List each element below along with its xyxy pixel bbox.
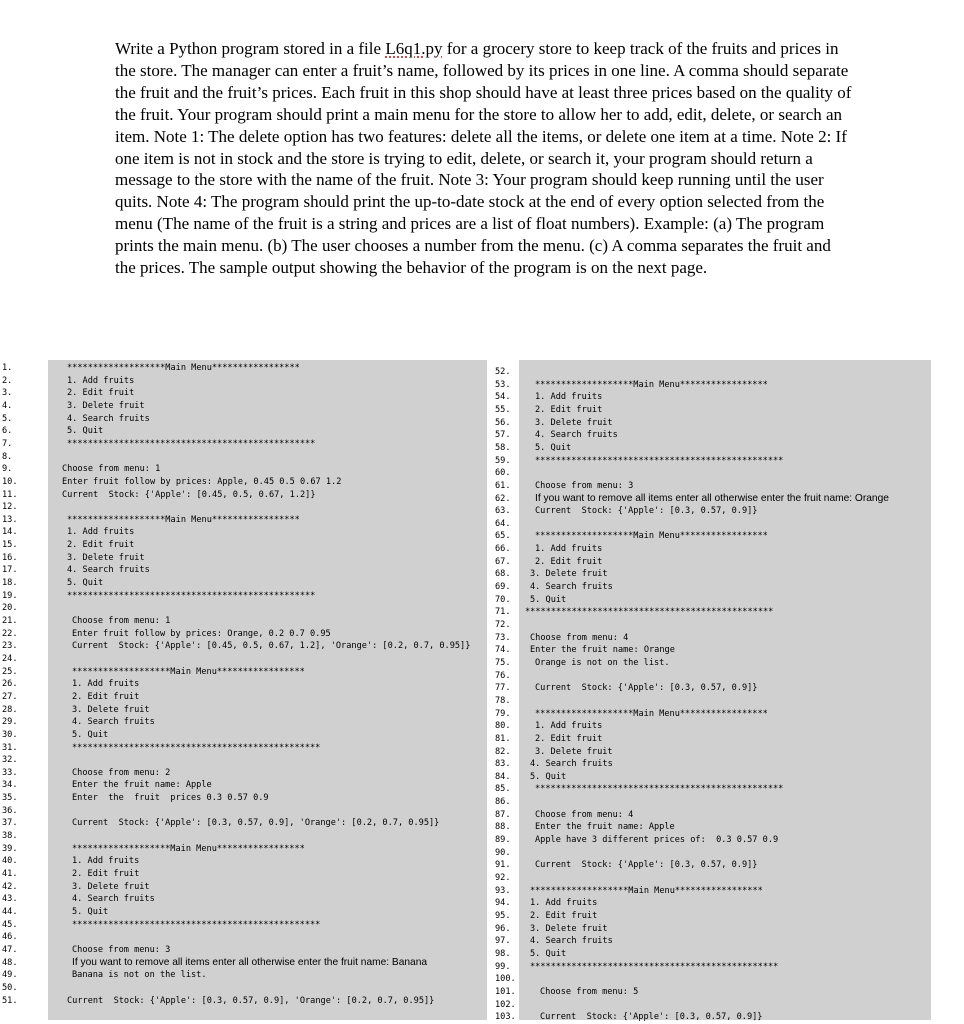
code-line: 1. Add fruits: [535, 721, 603, 732]
code-line: ************************************************: [72, 742, 321, 753]
line-number: 36.: [2, 805, 18, 816]
line-number: 75.: [495, 657, 511, 668]
code-line: ************************************************: [72, 919, 321, 930]
code-line: 2. Edit fruit: [535, 733, 603, 744]
code-line: Current Stock: {'Apple': [0.45, 0.5, 0.67, 1.2]}: [62, 489, 316, 500]
code-line: 3. Delete fruit: [530, 569, 608, 580]
code-line: Enter the fruit name: Apple: [72, 780, 212, 791]
line-number: 90.: [495, 847, 511, 858]
line-number: 68.: [495, 569, 511, 580]
code-line: 4. Search fruits: [530, 936, 613, 947]
line-number: 15.: [2, 540, 18, 551]
code-line: 1. Add fruits: [72, 856, 140, 867]
line-number: 77.: [495, 683, 511, 694]
line-number: 12.: [2, 502, 18, 513]
code-line: 1. Add fruits: [535, 392, 603, 403]
line-number: 2.: [2, 375, 13, 386]
code-line: 3. Delete fruit: [72, 881, 150, 892]
code-line: *******************Main Menu*****************: [535, 708, 768, 719]
code-line: *******************Main Menu*****************: [530, 885, 763, 896]
line-number: 24.: [2, 653, 18, 664]
code-line: 2. Edit fruit: [535, 404, 603, 415]
code-line: 5. Quit: [530, 771, 567, 782]
line-number: 11.: [2, 489, 18, 500]
code-line: 2. Edit fruit: [72, 691, 140, 702]
code-line: 1. Add fruits: [67, 375, 135, 386]
code-line: 2. Edit fruit: [530, 910, 598, 921]
line-number: 72.: [495, 620, 511, 630]
line-number: 7.: [2, 438, 13, 449]
line-number: 86.: [495, 797, 511, 808]
code-line: 3. Delete fruit: [67, 400, 145, 411]
line-number: 71.: [495, 607, 511, 618]
line-number: 18.: [2, 578, 18, 589]
code-line: Current Stock: {'Apple': [0.3, 0.57, 0.9]}: [535, 683, 758, 694]
line-number: 30.: [2, 729, 18, 740]
code-line: 5. Quit: [72, 906, 109, 917]
prompt-text-end: for a grocery store to keep track of the fruits and prices in the store. The manager can enter a fruit’s name, followed by its prices in one line. A comma should separate the fruit and the fruit’s prices. Each fruit in this shop should have at least three prices based on the quality of the fruit. Your program should print a main menu for the store to allow her to add, edit, delete, or search an item. Note 1: The delete option has two features: delete all the items, or delete one item at a time. Note 2: If one item is not in stock and the store is trying to edit, delete, or search it, your program should return a message to the store with the name of the fruit. Note 3: Your program should keep running until the user quits. Note 4: The program should print the up-to-date stock at the end of every option selected from the menu (The name of the fruit is a string and prices are a list of float numbers). Example: (a) The program prints the main menu. (b) The user chooses a number from the menu. (c) A comma separates the fruit and the prices. The sample output showing the behavior of the program is on the next page.: [115, 39, 852, 278]
code-line: Current Stock: {'Apple': [0.3, 0.57, 0.9], 'Orange': [0.2, 0.7, 0.95]}: [72, 818, 440, 829]
code-line: 5. Quit: [530, 948, 567, 959]
line-number: 1.: [2, 363, 13, 373]
code-line: 2. Edit fruit: [67, 388, 135, 399]
code-line: Current Stock: {'Apple': [0.3, 0.57, 0.9]}: [535, 860, 758, 871]
line-number: 25.: [2, 666, 18, 677]
line-number: 55.: [495, 404, 511, 415]
line-number: 65.: [495, 531, 511, 542]
code-line: *******************Main Menu*****************: [72, 843, 305, 854]
line-number: 20.: [2, 603, 18, 614]
line-number: 102.: [495, 999, 516, 1010]
line-number: 19.: [2, 590, 18, 601]
line-number: 66.: [495, 544, 511, 555]
line-number: 100.: [495, 974, 516, 985]
line-number: 58.: [495, 442, 511, 453]
code-line: 1. Add fruits: [530, 898, 598, 909]
code-line: If you want to remove all items enter all otherwise enter the fruit name: Orange: [535, 492, 889, 504]
line-number: 47.: [2, 944, 18, 955]
line-number: 22.: [2, 628, 18, 639]
line-number: 38.: [2, 831, 18, 842]
line-number: 81.: [495, 733, 511, 744]
line-number: 87.: [495, 809, 511, 820]
line-number: 64.: [495, 518, 511, 529]
line-number: 91.: [495, 860, 511, 871]
code-line: 5. Quit: [530, 594, 567, 605]
line-number: 62.: [495, 493, 511, 504]
code-line: Choose from menu: 3: [535, 480, 634, 491]
code-line: Banana is not on the list.: [72, 970, 207, 981]
code-line: 3. Delete fruit: [535, 746, 613, 757]
prompt-text-start: Write a Python program stored in a file: [115, 39, 386, 58]
line-number: 88.: [495, 822, 511, 833]
code-line: ************************************************: [525, 607, 774, 618]
code-line: Current Stock: {'Apple': [0.3, 0.57, 0.9]}: [535, 506, 758, 517]
code-line: Choose from menu: 4: [530, 632, 629, 643]
code-line: If you want to remove all items enter all otherwise enter the fruit name: Banana: [72, 956, 428, 968]
code-line: Enter the fruit name: Apple: [535, 822, 675, 833]
code-line: *******************Main Menu*****************: [535, 531, 768, 542]
line-number: 103.: [495, 1012, 516, 1023]
code-line: 1. Add fruits: [72, 679, 140, 690]
line-number: 74.: [495, 645, 511, 656]
code-line: ************************************************: [535, 784, 784, 795]
line-number: 27.: [2, 691, 18, 702]
line-number: 82.: [495, 746, 511, 757]
line-number: 37.: [2, 818, 18, 829]
code-line: 4. Search fruits: [72, 717, 155, 728]
line-number: 31.: [2, 742, 18, 753]
line-number: 76.: [495, 670, 511, 681]
line-number: 97.: [495, 936, 511, 947]
code-line: Enter the fruit prices 0.3 0.57 0.9: [72, 793, 269, 804]
line-number: 17.: [2, 565, 18, 576]
line-number: 70.: [495, 594, 511, 605]
assignment-prompt: [115, 38, 855, 279]
line-number: 83.: [495, 759, 511, 770]
code-line: Current Stock: {'Apple': [0.45, 0.5, 0.67, 1.2], 'Orange': [0.2, 0.7, 0.95]}: [72, 641, 471, 652]
code-line: *******************Main Menu*****************: [535, 379, 768, 390]
line-number: 13.: [2, 514, 18, 525]
code-line: ************************************************: [530, 961, 779, 972]
code-line: Enter the fruit name: Orange: [530, 645, 675, 656]
line-number: 23.: [2, 641, 18, 652]
line-number: 45.: [2, 919, 18, 930]
code-line: Choose from menu: 3: [72, 944, 171, 955]
line-number: 10.: [2, 476, 18, 487]
code-line: 1. Add fruits: [535, 544, 603, 555]
code-line: Current Stock: {'Apple': [0.3, 0.57, 0.9]}: [540, 1012, 763, 1023]
line-number: 3.: [2, 388, 13, 399]
line-number: 4.: [2, 400, 13, 411]
code-line: 3. Delete fruit: [530, 923, 608, 934]
line-number: 8.: [2, 451, 13, 462]
code-line: *******************Main Menu*****************: [67, 514, 300, 525]
code-line: 2. Edit fruit: [67, 540, 135, 551]
line-number: 34.: [2, 780, 18, 791]
line-number: 96.: [495, 923, 511, 934]
line-number: 5.: [2, 413, 13, 424]
line-number: 84.: [495, 771, 511, 782]
code-line: Apple have 3 different prices of: 0.3 0.57 0.9: [535, 835, 779, 846]
line-number: 50.: [2, 982, 18, 993]
sample-output-right-panel: [491, 360, 931, 1023]
line-number: 26.: [2, 679, 18, 690]
code-line: 3. Delete fruit: [72, 704, 150, 715]
line-number: 92.: [495, 873, 511, 883]
line-number: 40.: [2, 856, 18, 867]
line-number: 29.: [2, 717, 18, 728]
line-number: 21.: [2, 616, 18, 626]
code-line: 4. Search fruits: [72, 894, 155, 905]
code-line: Enter fruit follow by prices: Orange, 0.2 0.7 0.95: [72, 628, 331, 639]
code-line: 4. Search fruits: [530, 582, 613, 593]
code-line: 1. Add fruits: [67, 527, 135, 538]
line-number: 16.: [2, 552, 18, 563]
line-number: 59.: [495, 455, 511, 466]
line-number: 85.: [495, 784, 511, 795]
line-number: 32.: [2, 755, 18, 766]
code-line: Choose from menu: 2: [72, 767, 171, 778]
code-line: Enter fruit follow by prices: Apple, 0.45 0.5 0.67 1.2: [62, 476, 342, 487]
line-number: 93.: [495, 885, 511, 896]
line-number: 6.: [2, 426, 13, 437]
line-number: 49.: [2, 970, 18, 981]
code-line: 2. Edit fruit: [72, 869, 140, 879]
line-number: 44.: [2, 906, 18, 917]
code-line: Current Stock: {'Apple': [0.3, 0.57, 0.9], 'Orange': [0.2, 0.7, 0.95]}: [67, 995, 435, 1006]
code-line: *******************Main Menu*****************: [67, 363, 300, 373]
line-number: 28.: [2, 704, 18, 715]
line-number: 51.: [2, 995, 18, 1006]
code-line: ************************************************: [67, 438, 316, 449]
line-number: 78.: [495, 695, 511, 706]
line-number: 41.: [2, 869, 18, 879]
line-number: 43.: [2, 894, 18, 905]
code-line: 4. Search fruits: [67, 565, 150, 576]
code-line: Orange is not on the list.: [535, 657, 670, 668]
line-number: 73.: [495, 632, 511, 643]
code-line: 5. Quit: [67, 578, 104, 589]
code-line: ************************************************: [535, 455, 784, 466]
program-filename: L6q1.py: [385, 39, 443, 58]
code-line: Choose from menu: 5: [540, 986, 639, 997]
line-number: 52.: [495, 367, 511, 377]
line-number: 63.: [495, 506, 511, 517]
code-line: Choose from menu: 1: [62, 464, 161, 475]
line-number: 56.: [495, 417, 511, 428]
code-line: 5. Quit: [72, 729, 109, 740]
line-number: 39.: [2, 843, 18, 854]
line-number: 69.: [495, 582, 511, 593]
code-line: 4. Search fruits: [535, 430, 618, 441]
line-number: 57.: [495, 430, 511, 441]
code-line: 4. Search fruits: [530, 759, 613, 770]
line-number: 80.: [495, 721, 511, 732]
sample-output-left-panel: [0, 360, 487, 1020]
line-number: 101.: [495, 986, 516, 997]
line-number: 60.: [495, 468, 511, 479]
line-number: 98.: [495, 948, 511, 959]
code-line: Choose from menu: 4: [535, 809, 634, 820]
line-number: 14.: [2, 527, 18, 538]
line-number: 46.: [2, 932, 18, 943]
line-number: 95.: [495, 910, 511, 921]
line-number: 9.: [2, 464, 13, 475]
line-number: 89.: [495, 835, 511, 846]
line-number: 48.: [2, 957, 18, 968]
line-number: 54.: [495, 392, 511, 403]
line-number: 35.: [2, 793, 18, 804]
code-line: 5. Quit: [67, 426, 104, 437]
code-line: Choose from menu: 1: [72, 616, 171, 626]
line-number: 42.: [2, 881, 18, 892]
line-number: 53.: [495, 379, 511, 390]
code-line: 5. Quit: [535, 442, 572, 453]
line-number: 99.: [495, 961, 511, 972]
line-number: 33.: [2, 767, 18, 778]
code-line: 3. Delete fruit: [535, 417, 613, 428]
code-line: 2. Edit fruit: [535, 556, 603, 567]
line-number: 67.: [495, 556, 511, 567]
code-line: *******************Main Menu*****************: [72, 666, 305, 677]
code-line: ************************************************: [67, 590, 316, 601]
code-line: 4. Search fruits: [67, 413, 150, 424]
code-line: 3. Delete fruit: [67, 552, 145, 563]
line-number: 79.: [495, 708, 511, 719]
line-number: 61.: [495, 480, 511, 491]
line-number: 94.: [495, 898, 511, 909]
